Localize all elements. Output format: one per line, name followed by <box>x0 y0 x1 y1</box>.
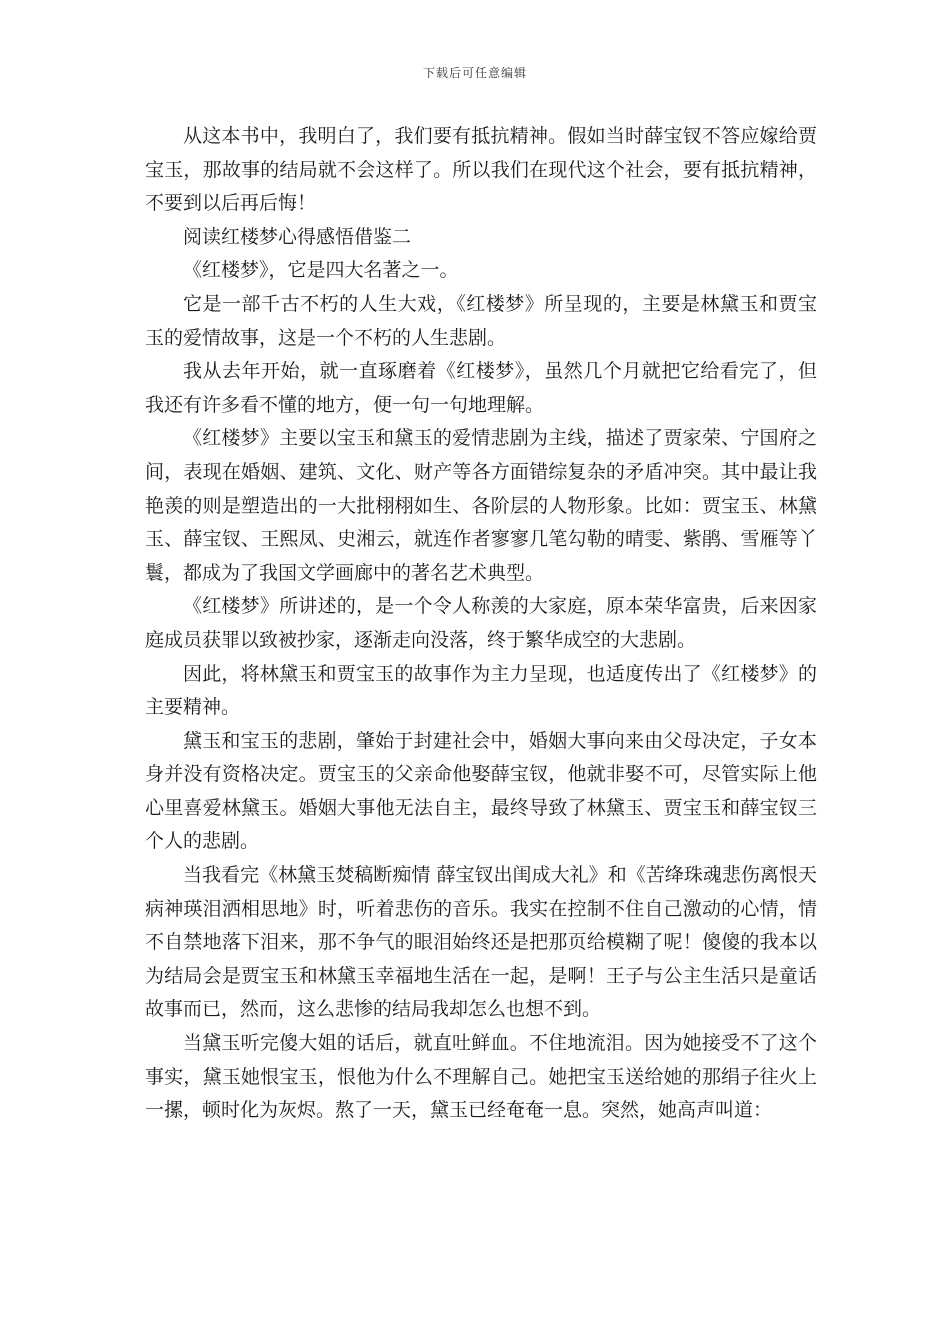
paragraph: 黛玉和宝玉的悲剧，肇始于封建社会中，婚姻大事向来由父母决定，子女本身并没有资格决定。贾宝玉的父亲命他娶薛宝钗，他就非娶不可，尽管实际上他心里喜爱林黛玉。婚姻大事他无法自主，最终导致了林黛玉、贾宝玉和薛宝钗三个人的悲剧。 <box>145 729 817 853</box>
page-header: 下载后可任意编辑 <box>422 66 527 80</box>
document-body <box>145 120 817 1128</box>
paragraph: 《红楼梦》主要以宝玉和黛玉的爱情悲剧为主线，描述了贾家荣、宁国府之间，表现在婚姻、建筑、文化、财产等各方面错综复杂的矛盾冲突。其中最让我艳羡的则是塑造出的一大批栩栩如生、各阶层的人物形象。比如：贾宝玉、林黛玉、薛宝钗、王熙凤、史湘云，就连作者寥寥几笔勾勒的晴雯、紫鹃、雪雁等丫鬟，都成为了我国文学画廊中的著名艺术典型。 <box>145 427 817 584</box>
paragraph: 当我看完《林黛玉焚稿断痴情 薛宝钗出闺成大礼》和《苦绛珠魂悲伤离恨天 病神瑛泪洒相思地》时，听着悲伤的音乐。我实在控制不住自己激动的心情，情不自禁地落下泪来，那不争气的眼泪始终还是把那页给模糊了呢！傻傻的我本以为结局会是贾宝玉和林黛玉幸福地生活在一起，是啊！王子与公主生活只是童话故事而已，然而，这么悲惨的结局我却怎么也想不到。 <box>145 864 817 1021</box>
paragraph: 当黛玉听完傻大姐的话后，就直吐鲜血。不住地流泪。因为她接受不了这个事实，黛玉她恨宝玉，恨他为什么不理解自己。她把宝玉送给她的那绢子往火上一摞，顿时化为灰烬。熬了一天，黛玉已经奄奄一息。突然，她高声叫道： <box>145 1032 817 1122</box>
paragraph: 我从去年开始，就一直琢磨着《红楼梦》，虽然几个月就把它给看完了，但我还有许多看不懂的地方，便一句一句地理解。 <box>145 360 817 416</box>
section-heading: 阅读红楼梦心得感悟借鉴二 <box>183 225 412 248</box>
paragraph: 《红楼梦》所讲述的，是一个令人称羡的大家庭，原本荣华富贵，后来因家庭成员获罪以致被抄家，逐渐走向没落，终于繁华成空的大悲剧。 <box>145 595 817 651</box>
paragraph: 它是一部千古不朽的人生大戏，《红楼梦》所呈现的，主要是林黛玉和贾宝玉的爱情故事，这是一个不朽的人生悲剧。 <box>145 292 817 349</box>
paragraph: 从这本书中，我明白了，我们要有抵抗精神。假如当时薛宝钗不答应嫁给贾宝玉，那故事的结局就不会这样了。所以我们在现代这个社会，要有抵抗精神，不要到以后再后悔！ <box>145 125 817 215</box>
paragraph: 《红楼梦》，它是四大名著之一。 <box>183 259 459 282</box>
paragraph: 因此，将林黛玉和贾宝玉的故事作为主力呈现，也适度传出了《红楼梦》的主要精神。 <box>145 662 817 719</box>
